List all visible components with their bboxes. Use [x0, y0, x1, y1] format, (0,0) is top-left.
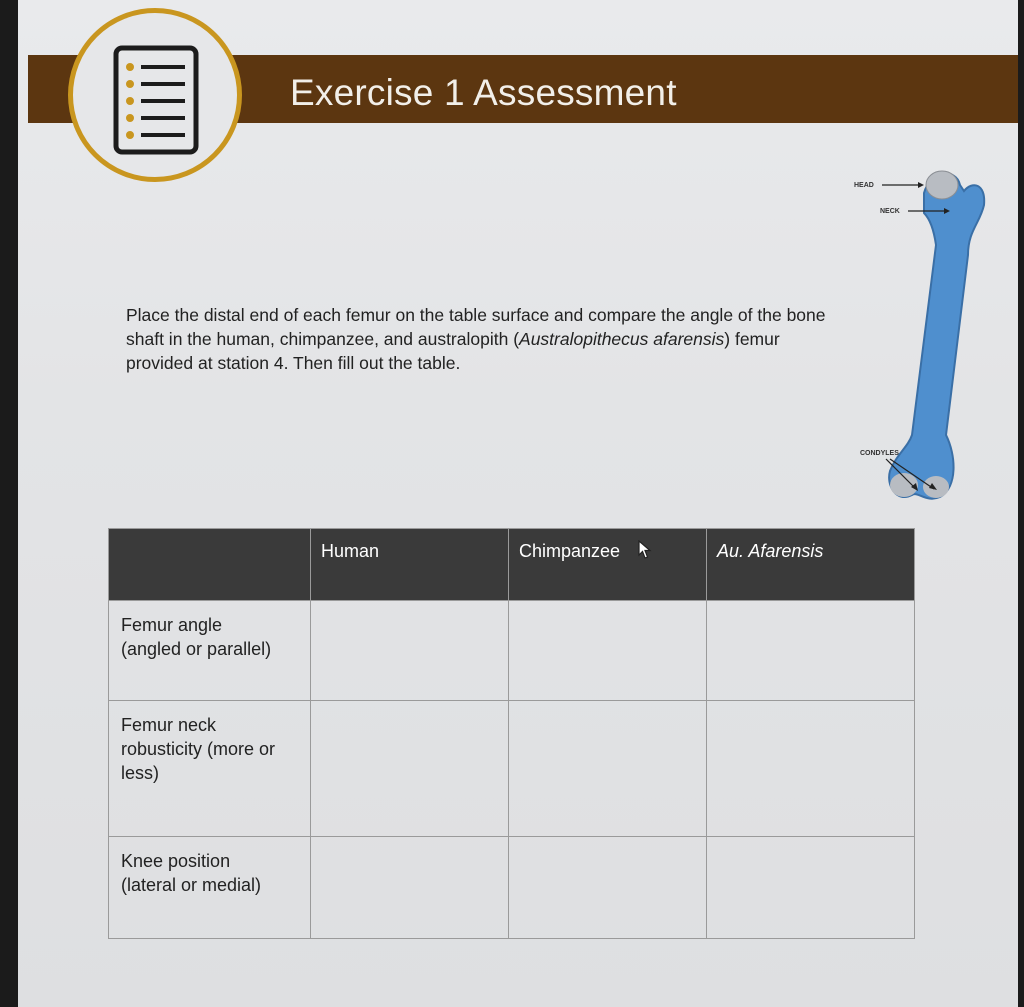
femur-condyle-right [923, 476, 949, 498]
row-label-knee-position: Knee position (lateral or medial) [109, 837, 311, 939]
row-label-femur-angle: Femur angle (angled or parallel) [109, 601, 311, 701]
row-label-neck-robusticity: Femur neck robusticity (more or less) [109, 701, 311, 837]
neck-label: NECK [880, 208, 900, 215]
mouse-cursor-icon [638, 540, 652, 560]
femur-bone [889, 174, 984, 499]
page-title: Exercise 1 Assessment [290, 72, 677, 113]
answer-cell-human-knee[interactable] [311, 837, 509, 939]
answer-cell-human-femur-angle[interactable] [311, 601, 509, 701]
checklist-badge [68, 8, 242, 182]
answer-cell-chimp-neck[interactable] [509, 701, 707, 837]
answer-cell-human-neck[interactable] [311, 701, 509, 837]
femur-head [926, 171, 958, 199]
table-row [109, 601, 915, 701]
header-human: Human [311, 529, 509, 601]
answer-cell-chimp-knee[interactable] [509, 837, 707, 939]
checklist-icon [113, 45, 199, 155]
answer-cell-afarensis-femur-angle[interactable] [707, 601, 915, 701]
table-header-row [109, 529, 915, 601]
header-au-afarensis: Au. Afarensis [707, 529, 915, 601]
femur-diagram [828, 165, 998, 505]
head-label: HEAD [854, 182, 874, 189]
answer-cell-afarensis-neck[interactable] [707, 701, 915, 837]
table-row [109, 701, 915, 837]
header-chimpanzee: Chimpanzee [509, 529, 707, 601]
answer-cell-chimp-femur-angle[interactable] [509, 601, 707, 701]
instructions-text [126, 303, 826, 375]
species-name: Australopithecus afarensis [519, 329, 725, 349]
instructions-text-after: ) femur provided at station 4. Then fill out the table. [126, 329, 780, 373]
worksheet-page [18, 0, 1018, 1007]
answer-cell-afarensis-knee[interactable] [707, 837, 915, 939]
table-row [109, 837, 915, 939]
assessment-table [108, 528, 915, 939]
instructions-text-before: Place the distal end of each femur on the table surface and compare the angle of the bone shaft in the human, chimpanzee, and australopith ( [126, 305, 826, 349]
condyles-label: CONDYLES [860, 450, 899, 457]
header-empty [109, 529, 311, 601]
